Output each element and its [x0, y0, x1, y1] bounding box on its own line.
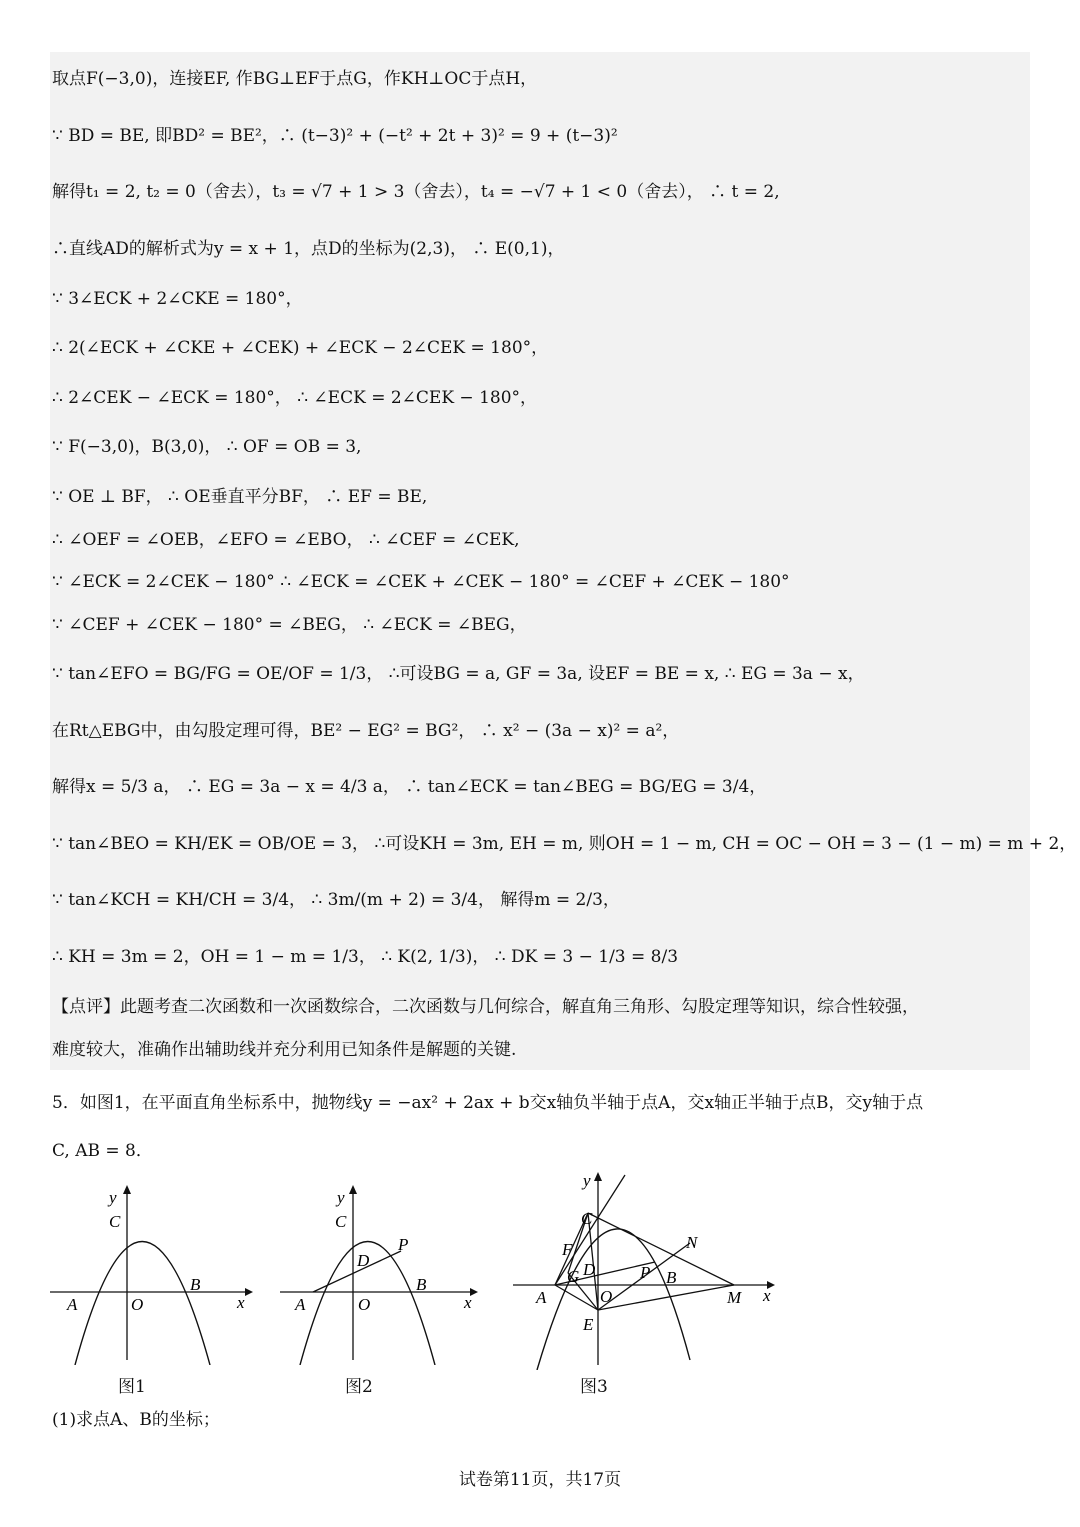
solution-shaded-block [50, 52, 1030, 1070]
solution-line: ∴ 2∠CEK − ∠ECK = 180°， ∴ ∠ECK = 2∠CEK − 180°， [52, 388, 538, 408]
solution-line: 取点F(−3,0)，连接EF, 作BG⊥EF于点G，作KH⊥OC于点H， [52, 69, 538, 89]
problem-statement: 5．如图1，在平面直角坐标系中，抛物线y = −ax² + 2ax + b交x轴负半轴于点A，交x轴正半轴于点B，交y轴于点 [52, 1093, 924, 1113]
figure-label: O [600, 1287, 613, 1306]
figure-label: y [583, 1171, 591, 1190]
figure-label: x [464, 1293, 472, 1312]
figure-label: y [337, 1188, 345, 1207]
figure-caption: 图2 [345, 1377, 373, 1397]
solution-line: 解得x = 5/3 a， ∴ EG = 3a − x = 4/3 a， ∴ tan∠ECK = tan∠BEG = BG/EG = 3/4， [52, 777, 767, 797]
figure-label: P [640, 1263, 651, 1282]
solution-line: 解得t₁ = 2, t₂ = 0（舍去），t₃ = √7 + 1 > 3（舍去），t₄ = −√7 + 1 < 0（舍去）， ∴ t = 2, [52, 182, 780, 202]
solution-line: ∵ BD = BE, 即BD² = BE²，∴ (t−3)² + (−t² + 2t + 3)² = 9 + (t−3)² [52, 126, 618, 146]
solution-line: ∵ tan∠BEO = KH/EK = OB/OE = 3， ∴可设KH = 3m, EH = m, 则OH = 1 − m, CH = OC − OH = 3 − (1 − m) = m + 2， [52, 834, 1077, 854]
figure-caption: 图1 [118, 1377, 146, 1397]
solution-line: ∵ ∠CEF + ∠CEK − 180° = ∠BEG， ∴ ∠ECK = ∠BEG， [52, 615, 527, 635]
figure-label: O [131, 1295, 144, 1314]
solution-line: ∵ F(−3,0)，B(3,0)， ∴ OF = OB = 3, [52, 437, 362, 457]
figure-label: F [562, 1240, 573, 1259]
figure-label: C [109, 1212, 121, 1231]
solution-line: ∵ OE ⊥ BF， ∴ OE垂直平分BF， ∴ EF = BE, [52, 487, 428, 507]
figure-label: G [567, 1267, 580, 1286]
figure-label: A [536, 1288, 547, 1307]
solution-line: 在Rt△EBG中，由勾股定理可得，BE² − EG² = BG²， ∴ x² − (3a − x)² = a²， [52, 721, 680, 741]
solution-line: ∴直线AD的解析式为y = x + 1，点D的坐标为(2,3)， ∴ E(0,1)， [52, 239, 565, 259]
comment-line: 难度较大，准确作出辅助线并充分利用已知条件是解题的关键. [52, 1040, 517, 1060]
figure-label: D [357, 1251, 370, 1270]
figure-label: x [237, 1293, 245, 1312]
figure-3 [505, 1165, 785, 1370]
figure-label: O [358, 1295, 371, 1314]
figure-caption: 图3 [580, 1377, 608, 1397]
question-1: (1)求点A、B的坐标； [52, 1410, 220, 1430]
figure-label: A [295, 1295, 306, 1314]
figure-label: B [416, 1275, 427, 1294]
figure-label: D [583, 1260, 596, 1279]
figure-label: A [67, 1295, 78, 1314]
figure-label: M [727, 1288, 742, 1307]
figure-label: x [763, 1286, 771, 1305]
problem-statement-cont: C, AB = 8． [52, 1141, 153, 1161]
figure-label: P [398, 1235, 409, 1254]
figure-label: E [583, 1315, 594, 1334]
figure-label: N [686, 1233, 698, 1252]
solution-line: ∵ tan∠EFO = BG/FG = OE/OF = 1/3， ∴可设BG = a, GF = 3a, 设EF = BE = x, ∴ EG = 3a − x， [52, 664, 865, 684]
figure-2 [275, 1180, 485, 1365]
figure-1 [45, 1180, 260, 1365]
figure-label: C [335, 1212, 347, 1231]
figure-label: y [109, 1188, 117, 1207]
figure-label: C [581, 1209, 593, 1228]
figure-label: B [666, 1268, 677, 1287]
comment-line: 【点评】此题考查二次函数和一次函数综合，二次函数与几何综合，解直角三角形、勾股定理等知识，综合性较强， [52, 997, 919, 1017]
solution-line: ∴ ∠OEF = ∠OEB，∠EFO = ∠EBO， ∴ ∠CEF = ∠CEK, [52, 530, 520, 550]
solution-line: ∴ KH = 3m = 2，OH = 1 − m = 1/3， ∴ K(2, 1/3)， ∴ DK = 3 − 1/3 = 8/3 [52, 947, 679, 967]
page-footer: 试卷第11页，共17页 [458, 1470, 622, 1490]
solution-line: ∵ ∠ECK = 2∠CEK − 180° ∴ ∠ECK = ∠CEK + ∠CEK − 180° = ∠CEF + ∠CEK − 180° [52, 572, 790, 592]
figure-label: B [190, 1275, 201, 1294]
solution-line: ∴ 2(∠ECK + ∠CKE + ∠CEK) + ∠ECK − 2∠CEK = 180°， [52, 338, 549, 358]
solution-line: ∵ 3∠ECK + 2∠CKE = 180°， [52, 289, 303, 309]
solution-line: ∵ tan∠KCH = KH/CH = 3/4， ∴ 3m/(m + 2) = 3/4， 解得m = 2/3， [52, 890, 620, 910]
